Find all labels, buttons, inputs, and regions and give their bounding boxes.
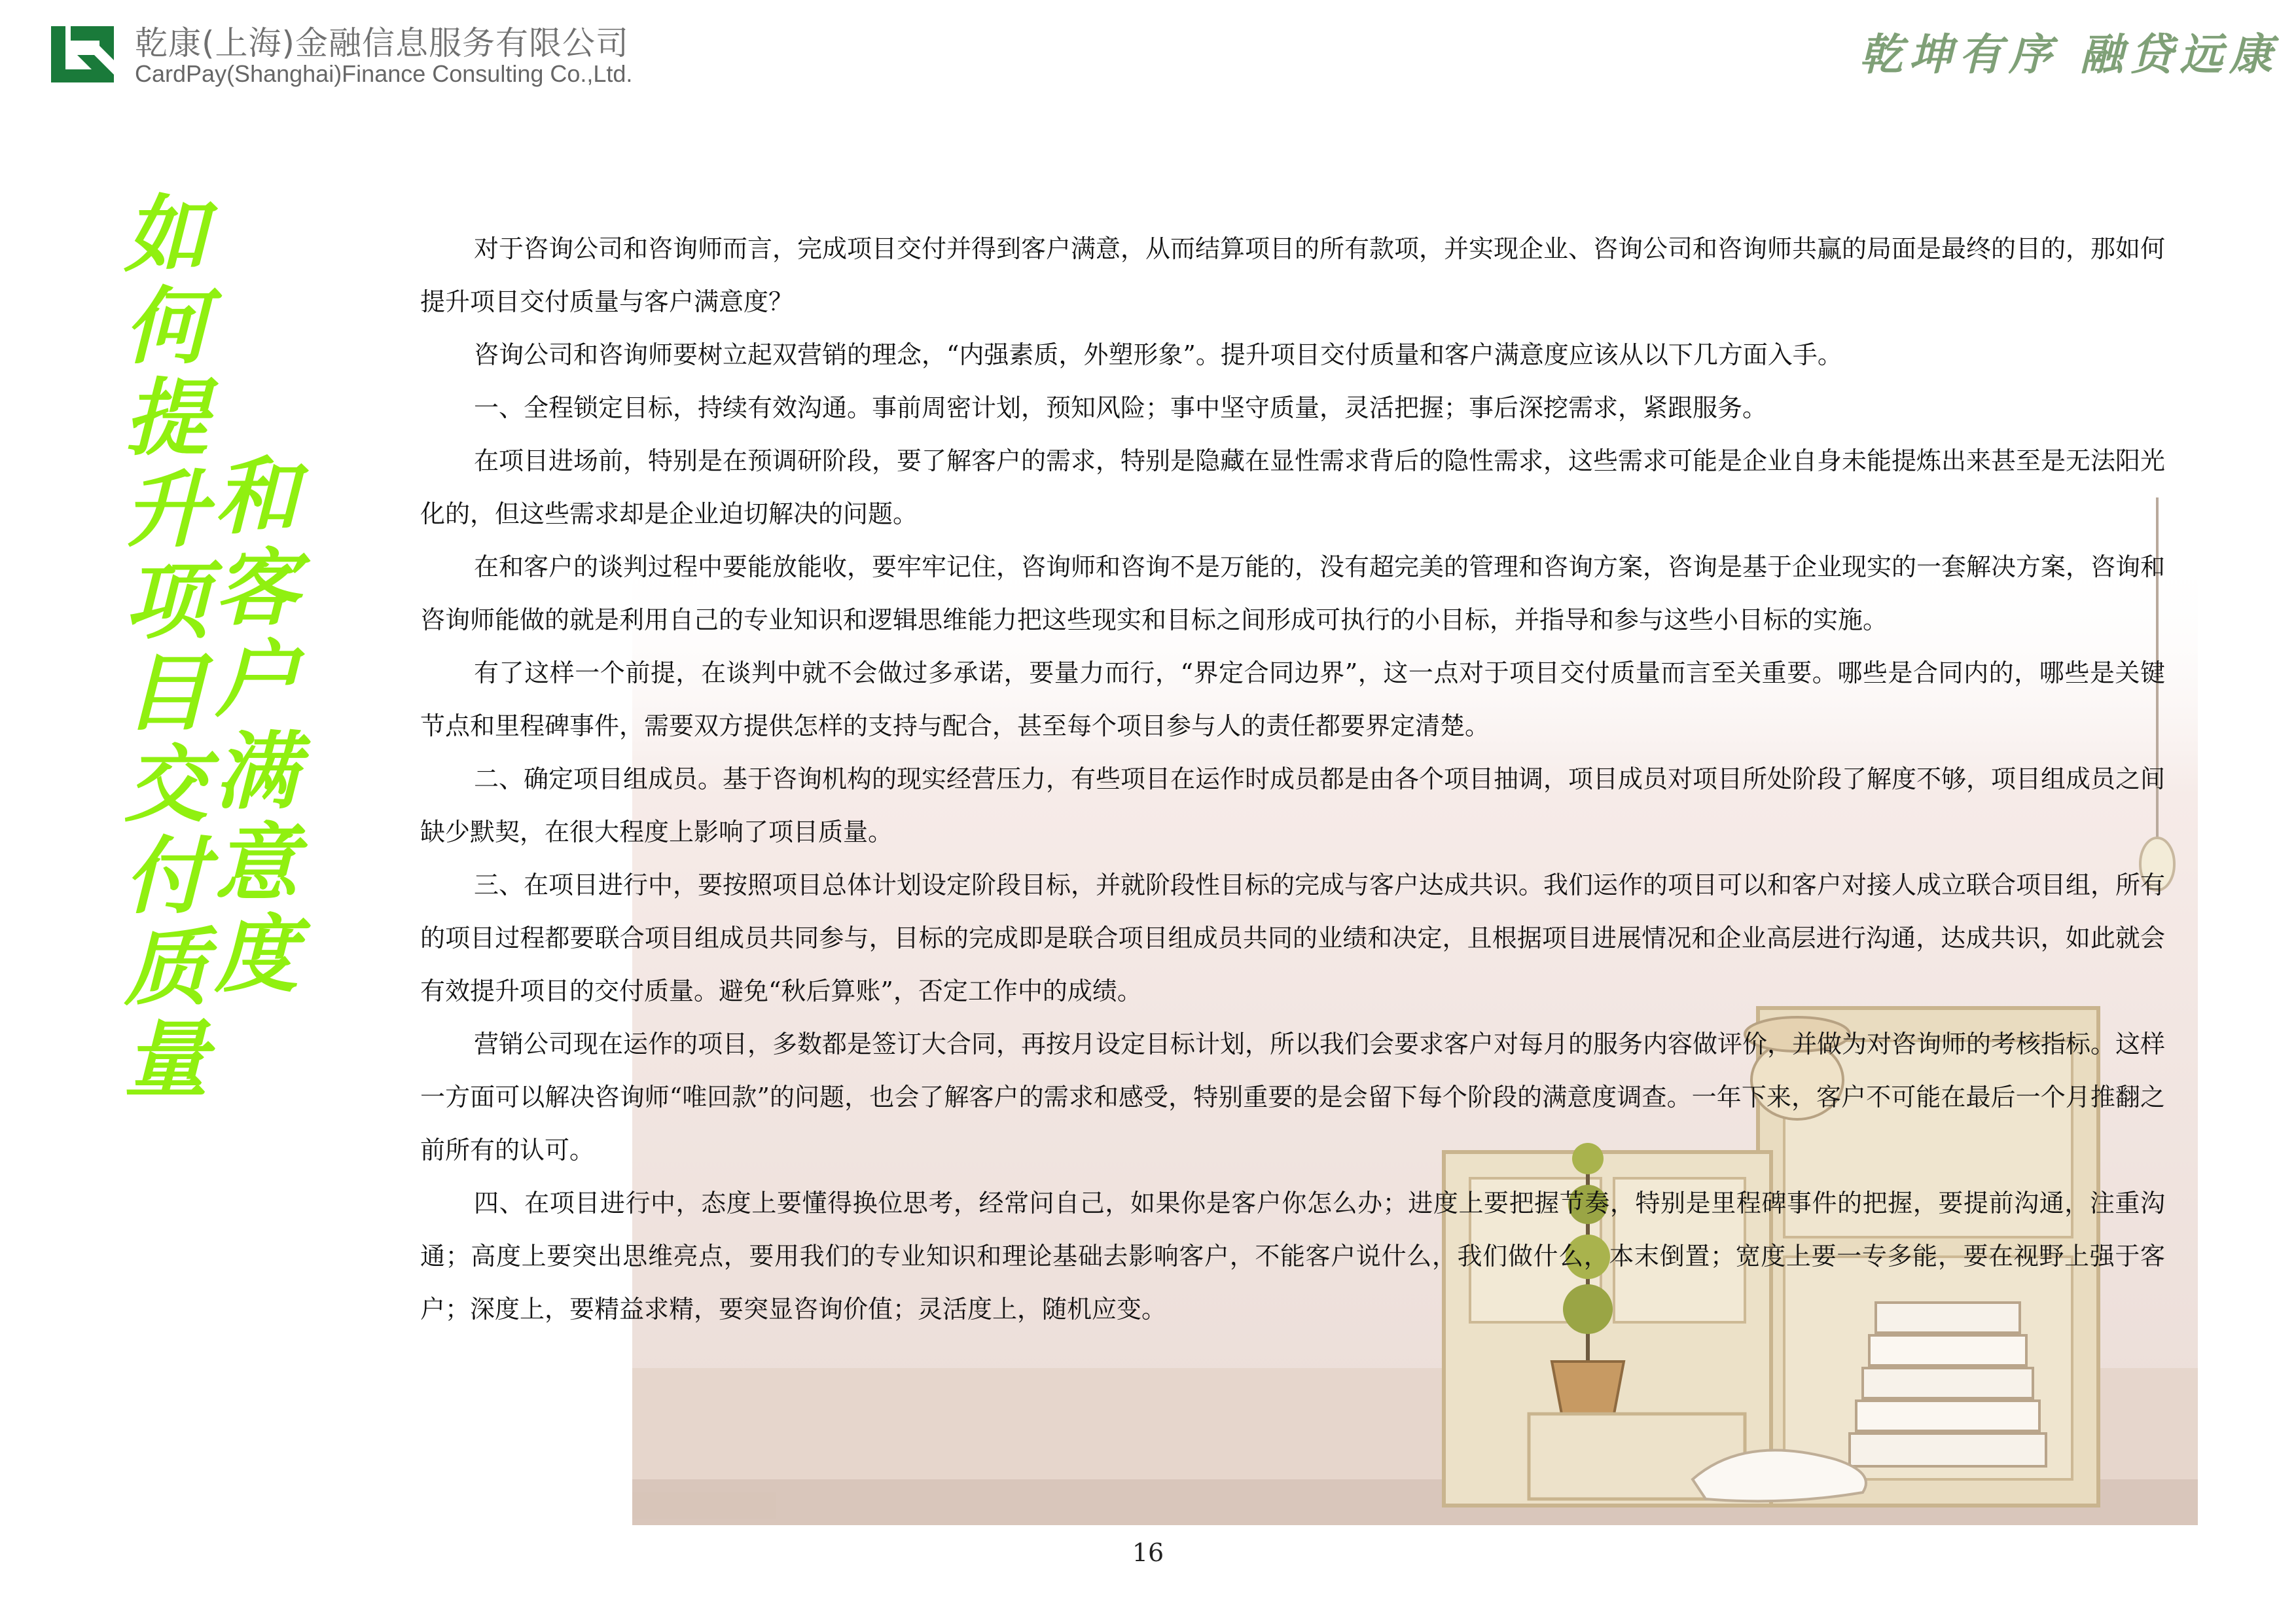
paragraph: 在和客户的谈判过程中要能放能收，要牢牢记住，咨询师和咨询不是万能的，没有超完美的管理和咨询方案，咨询是基于企业现实的一套解决方案，咨询和咨询师能做的就是利用自己的专业知识和逻辑思维能力把这些现实和目标之间形成可执行的小目标，并指导和参与这些小目标的实施。 xyxy=(420,552,2166,634)
paragraph: 有了这样一个前提，在谈判中就不会做过多承诺，要量力而行，“界定合同边界”，这一点对于项目交付质量而言至关重要。哪些是合同内的，哪些是关键节点和里程碑事件，需要双方提供怎样的支持与配合，甚至每个项目参与人的责任都要界定清楚。 xyxy=(420,659,2165,740)
title-char: 付 xyxy=(124,828,209,926)
title-char: 目 xyxy=(124,645,209,742)
title-char: 如 xyxy=(124,187,209,284)
paragraph: 营销公司现在运作的项目，多数都是签订大合同，再按月设定目标计划，所以我们会要求客户对每月的服务内容做评价，并做为对咨询师的考核指标。这样一方面可以解决咨询师“唯回款”的问题，也会了解客户的需求和感受，特别重要的是会留下每个阶段的满意度调查。一年下来，客户不可能在最后一个月推翻之前所有的认可。 xyxy=(420,1030,2166,1164)
paragraph: 二、确定项目组成员。基于咨询机构的现实经营压力，有些项目在运作时成员都是由各个项目抽调，项目成员对项目所处阶段了解度不够，项目组成员之间缺少默契，在很大程度上影响了项目质量。 xyxy=(420,765,2166,846)
article-body xyxy=(420,223,2165,1336)
title-column-1 xyxy=(124,187,209,1109)
title-char: 交 xyxy=(124,736,209,834)
title-char: 提 xyxy=(124,370,209,467)
paragraph: 咨询公司和咨询师要树立起双营销的理念，“内强素质，外塑形象”。提升项目交付质量和客户满意度应该从以下几方面入手。 xyxy=(474,340,1842,369)
company-logo-icon xyxy=(51,26,114,82)
title-char: 和 xyxy=(215,448,299,546)
page-number: 16 xyxy=(1132,1538,1164,1567)
title-char: 意 xyxy=(215,815,299,912)
title-column-2 xyxy=(215,448,299,1004)
title-char: 户 xyxy=(215,632,299,729)
paragraph: 三、在项目进行中，要按照项目总体计划设定阶段目标，并就阶段性目标的完成与客户达成共识。我们运作的项目可以和客户对接人成立联合项目组，所有的项目过程都要联合项目组成员共同参与，目标的完成即是联合项目组成员共同的业绩和决定，且根据项目进展情况和企业高层进行沟通，达成共识，如此就会有效提升项目的交付质量。避免“秋后算账”，否定工作中的成绩。 xyxy=(420,871,2166,1005)
title-char: 量 xyxy=(124,1011,209,1109)
title-char: 项 xyxy=(124,553,209,651)
paragraph: 对于咨询公司和咨询师而言，完成项目交付并得到客户满意，从而结算项目的所有款项，并实现企业、咨询公司和咨询师共赢的局面是最终的目的，那如何提升项目交付质量与客户满意度？ xyxy=(420,234,2166,316)
slogan: 乾坤有序 融贷远康 xyxy=(1859,29,2279,80)
title-char: 质 xyxy=(124,920,209,1017)
title-char: 何 xyxy=(124,278,209,376)
title-char: 满 xyxy=(215,723,299,821)
paragraph: 在项目进场前，特别是在预调研阶段，要了解客户的需求，特别是隐藏在显性需求背后的隐性需求，这些需求可能是企业自身未能提炼出来甚至是无法阳光化的，但这些需求却是企业迫切解决的问题。 xyxy=(420,446,2166,528)
title-char: 客 xyxy=(215,540,299,638)
company-name-cn: 乾康(上海)金融信息服务有限公司 xyxy=(135,24,630,62)
company-name-en: CardPay(Shanghai)Finance Consulting Co.,Ltd. xyxy=(135,60,633,87)
paragraph: 一、全程锁定目标，持续有效沟通。事前周密计划，预知风险；事中坚守质量，灵活把握；事后深挖需求，紧跟服务。 xyxy=(474,393,1768,422)
title-char: 度 xyxy=(215,907,299,1004)
title-char: 升 xyxy=(124,461,209,559)
paragraph: 四、在项目进行中，态度上要懂得换位思考，经常问自己，如果你是客户你怎么办；进度上要把握节奏，特别是里程碑事件的把握，要提前沟通，注重沟通；高度上要突出思维亮点，要用我们的专业知识和理论基础去影响客户，不能客户说什么，我们做什么，本末倒置；宽度上要一专多能，要在视野上强于客户；深度上，要精益求精，要突显咨询价值；灵活度上，随机应变。 xyxy=(420,1189,2165,1324)
